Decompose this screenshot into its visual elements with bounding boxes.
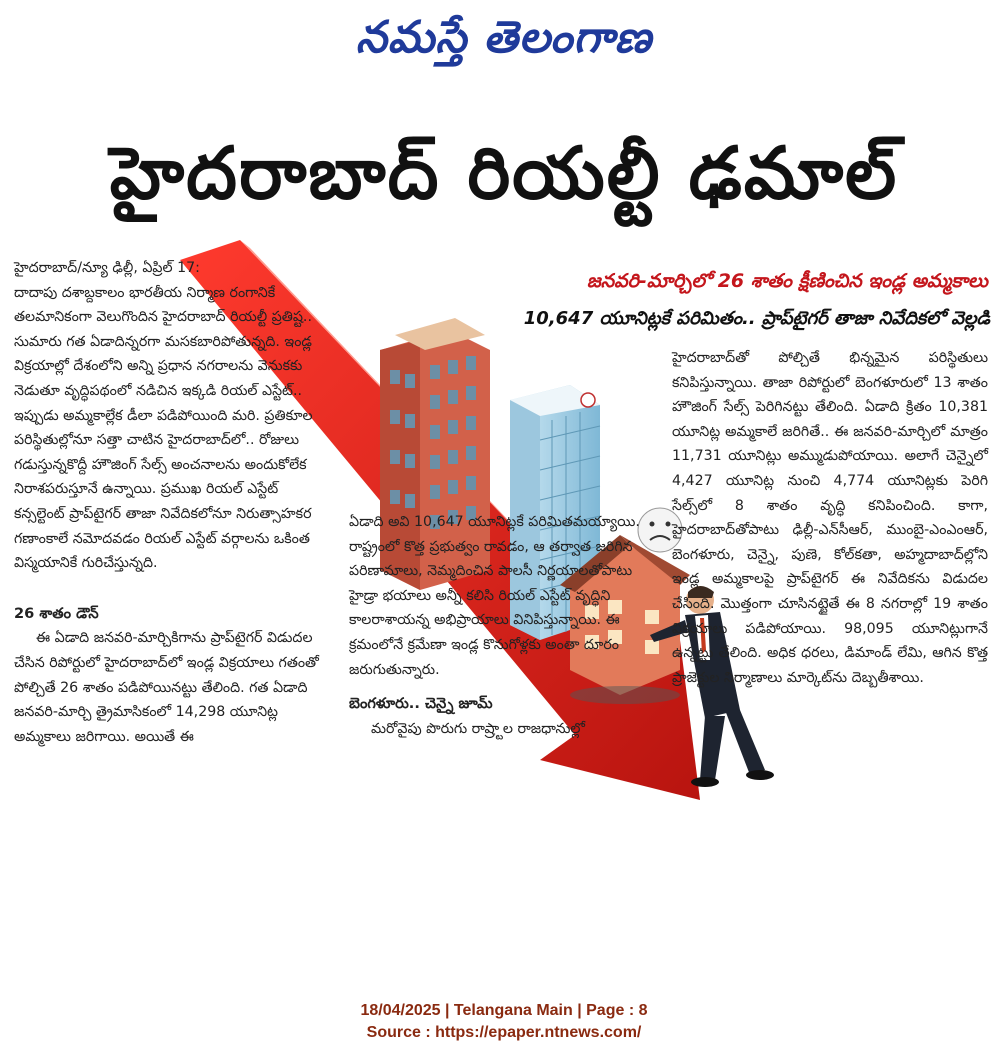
article-subhead: బెంగళూరు.. చెన్నై జూమ్	[349, 695, 493, 713]
article-paragraph: హైదరాబాద్‌తో పోల్చితే భిన్నమైన పరిస్థితులు కనిపిస్తున్నాయి. తాజా రిపోర్టులో బెంగళూరులో 13 శాతం హౌజింగ్ సేల్స్ పెరిగినట్టు తేలింది. ఏడాది క్రితం 10,381 యూనిట్ల అమ్మకాలే జరిగితే.. ఈ జనవరి-మార్చిలో మాత్రం 11,731 యూనిట్లు అమ్ముడుపోయాయి. అలాగే చెన్నైలో 4,427 యూనిట్ల నుంచి 4,774 యూనిట్లకు పెరిగి సేల్స్‌లో 8 శాతం వృద్ధి కనిపించింది. కాగా, హైదరాబాద్‌తోపాటు ఢిల్లీ-ఎన్‌సీఆర్, ముంబై-ఎంఎంఆర్, బెంగళూరు, చెన్నై, పుణె, కోల్‌కతా, అహ్మదాబాద్‌ల్లోని ఇండ్ల అమ్మకాలపై ప్రాప్‌టైగర్ ఈ నివేదికను విడుదల చేసింది. మొత్తంగా చూసినట్టైతే ఈ 8 నగరాల్లో 19 శాతం విక్రయాలు పడిపోయాయి. 98,095 యూనిట్లుగానే ఉన్నట్టు తేలింది. అధిక ధరలు, డిమాండ్ లేమి, ఆగిన కొత్త ప్రాజెక్టుల నిర్మాణాలు మార్కెట్‌ను దెబ్బతీశాయి.	[672, 350, 988, 686]
article-headline: హైదరాబాద్ రియల్టీ ఢమాల్	[109, 131, 899, 215]
masthead-title: నమస్తే తెలంగాణ	[355, 12, 653, 63]
article-paragraph: ఏడాది అవి 10,647 యూనిట్లకే పరిమితమయ్యాయి. రాష్ట్రంలో కొత్త ప్రభుత్వం రావడం, ఆ తర్వాత జరిగిన పరిణామాలు, నెమ్మదించిన పాలసీ నిర్ణయాలతోపాటు హైడ్రా భయాలు అన్నీ కలిసి రియల్ ఎస్టేట్ వృద్ధిని కాలరాశాయన్న అభిప్రాయాలు వినిపిస్తున్నాయి. ఈ క్రమంలోనే క్రమేణా ఇండ్ల కొనుగోళ్లకు అంతా దూరం జరుగుతున్నారు.	[349, 514, 640, 678]
article-paragraph: ఈ ఏడాది జనవరి-మార్చికిగాను ప్రాప్‌టైగర్ విడుదల చేసిన రిపోర్టులో హైదరాబాద్‌లో ఇండ్ల విక్రయాలు గతంతో పోల్చితే 26 శాతం పడిపోయినట్టు తేలింది. గత ఏడాది జనవరి-మార్చి త్రైమాసికంలో 14,298 యూనిట్ల అమ్మకాలు జరిగాయి. అయితే ఈ	[14, 630, 319, 745]
article-left-column	[14, 256, 319, 749]
article-paragraph: మరోవైపు పొరుగు రాష్ర్టాల రాజధానుల్లో	[371, 720, 585, 737]
page-footer	[0, 1000, 1008, 1044]
article-right-column	[672, 346, 988, 690]
article-dateline: హైదరాబాద్/న్యూ ఢిల్లీ, ఏప్రిల్ 17:	[14, 260, 200, 276]
article-paragraph: దాదాపు దశాబ్దకాలం భారతీయ నిర్మాణ రంగానికే తలమానికంగా వెలుగొందిన హైదరాబాద్ రియల్టీ ప్రతిష్ట.. సుమారు గత ఏడాదిన్నరగా మసకబారిపోతున్నది. ఇండ్ల విక్రయాల్లో దేశంలోని అన్ని ప్రధాన నగరాలను వెనుకకు నెడుతూ వృద్ధిపథంలో నడిచిన ఇక్కడి రియల్ ఎస్టేట్.. ఇప్పుడు అమ్మకాల్లేక డీలా పడిపోయింది మరి. ప్రతికూల పరిస్థితుల్లోనూ సత్తా చాటిన హైదరాబాద్‌లో.. రోజులు గడుస్తున్నకొద్దీ హౌజింగ్ సేల్స్ అంచనాలను అందుకోలేక నిరాశపరుస్తూనే ఉన్నాయి. ప్రముఖ రియల్ ఎస్టేట్ కన్సల్టెంట్ ప్రాప్‌టైగర్ తాజా నివేదికలోనూ నిరుత్సాహకర గణాంకాలే నమోదవడం రియల్ ఎస్టేట్ వర్గాలను ఒకింత విస్మయానికే గురిచేస్తున్నది.	[14, 284, 313, 572]
footer-edition-line: 18/04/2025 | Telangana Main | Page : 8	[360, 1002, 648, 1019]
article-deck-black: 10,647 యూనిట్లకే పరిమితం.. ప్రాప్‌టైగర్ తాజా నివేదికలో వెల్లడి	[523, 308, 990, 329]
article-middle-column	[349, 510, 649, 741]
article-deck-red: జనవరి-మార్చిలో 26 శాతం క్షీణించిన ఇండ్ల అమ్మకాలు	[586, 270, 988, 292]
footer-source-line: Source : https://epaper.ntnews.com/	[366, 1024, 642, 1041]
article-subhead: 26 శాతం డౌన్	[14, 604, 99, 622]
